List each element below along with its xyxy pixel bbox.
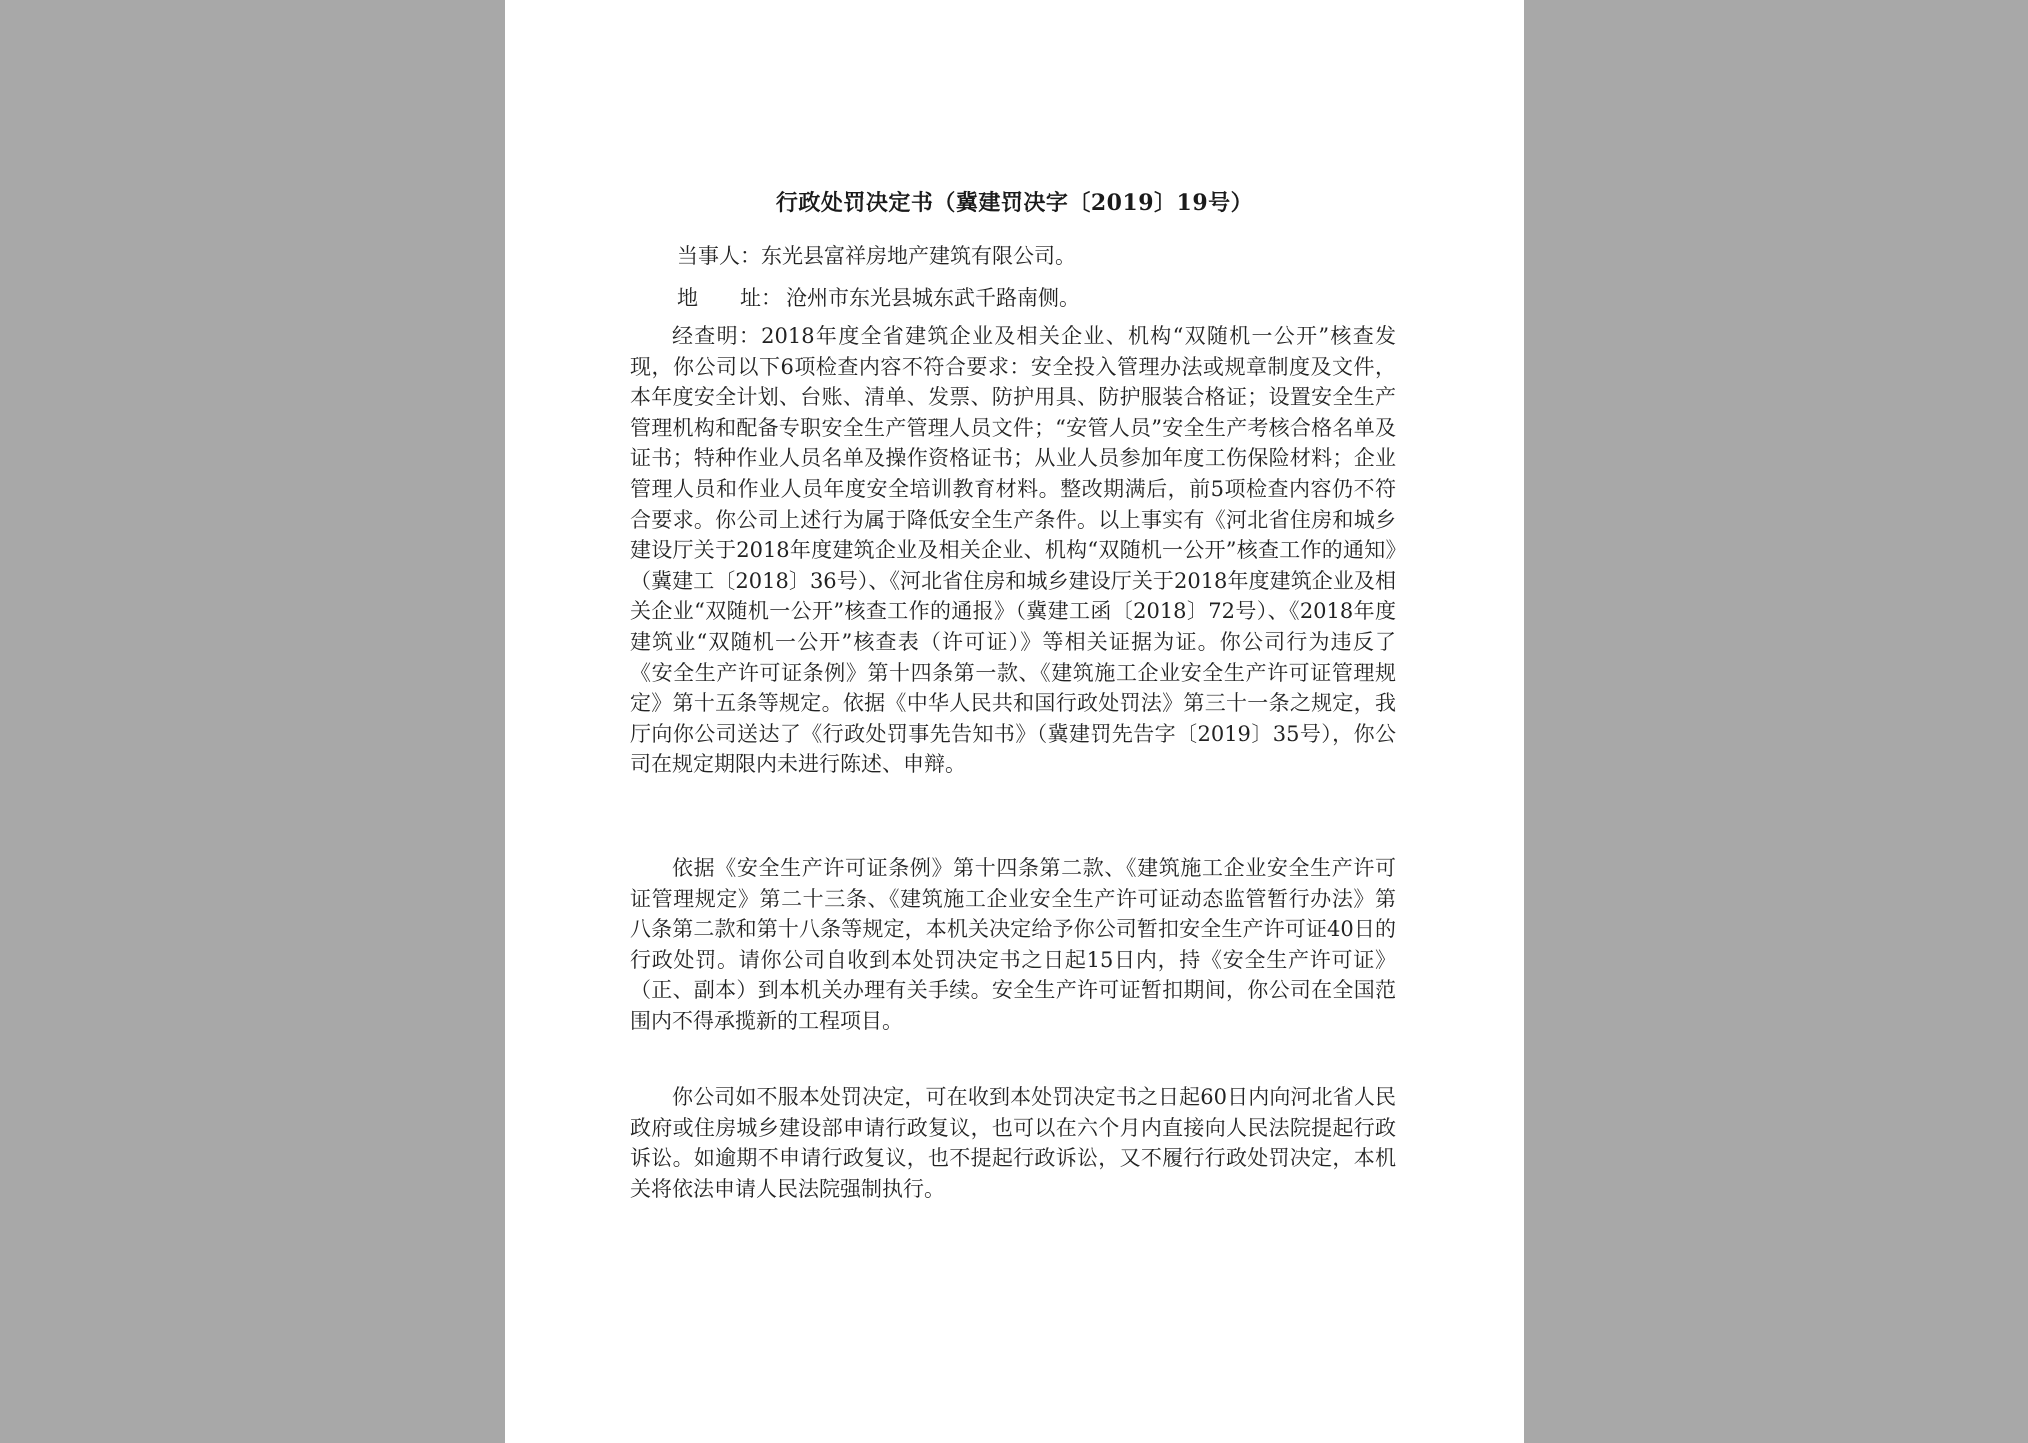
findings-paragraph: 经查明：2018年度全省建筑企业及相关企业、机构“双随机一公开”核查发现，你公司以下6项检查内容不符合要求：安全投入管理办法或规章制度及文件，本年度安全计划、台账、清单、发票、防护用具、防护服装合格证；设置安全生产管理机构和配备专职安全生产管理人员文件；“安管人员”安全生产考核合格名单及证书；特种作业人员名单及操作资格证书；从业人员参加年度工伤保险材料；企业管理人员和作业人员年度安全培训教育材料。整改期满后，前5项检查内容仍不符合要求。你公司上述行为属于降低安全生产条件。以上事实有《河北省住房和城乡建设厅关于2018年度建筑企业及相关企业、机构“双随机一公开”核查工作的通知》（冀建工〔2018〕36号）、《河北省住房和城乡建设厅关于2018年度建筑企业及相关企业“双随机一公开”核查工作的通报》（冀建工函〔2018〕72号）、《2018年度建筑业“双随机一公开”核查表（许可证）》等相关证据为证。你公司行为违反了《安全生产许可证条例》第十四条第一款、《建筑施工企业安全生产许可证管理规定》第十五条等规定。依据《中华人民共和国行政处罚法》第三十一条之规定，我厅向你公司送达了《行政处罚事先告知书》（冀建罚先告字〔2019〕35号），你公司在规定期限内未进行陈述、申辩。 <box>630 324 1396 777</box>
address-label: 地 址： <box>677 286 782 310</box>
address-field <box>677 282 1080 312</box>
document-page <box>505 0 1524 1443</box>
party-field <box>677 240 1076 270</box>
party-value: 东光县富祥房地产建筑有限公司。 <box>761 244 1076 268</box>
party-label: 当事人： <box>677 244 761 268</box>
address-value: 沧州市东光县城东武千路南侧。 <box>786 286 1080 310</box>
appeal-paragraph: 你公司如不服本处罚决定，可在收到本处罚决定书之日起60日内向河北省人民政府或住房城乡建设部申请行政复议，也可以在六个月内直接向人民法院提起行政诉讼。如逾期不申请行政复议，也不提起行政诉讼，又不履行行政处罚决定，本机关将依法申请人民法院强制执行。 <box>630 1085 1396 1201</box>
document-title: 行政处罚决定书（冀建罚决字〔2019〕19号） <box>775 190 1254 216</box>
decision-paragraph: 依据《安全生产许可证条例》第十四条第二款、《建筑施工企业安全生产许可证管理规定》第二十三条、《建筑施工企业安全生产许可证动态监管暂行办法》第八条第二款和第十八条等规定，本机关决定给予你公司暂扣安全生产许可证40日的行政处罚。请你公司自收到本处罚决定书之日起15日内，持《安全生产许可证》（正、副本）到本机关办理有关手续。安全生产许可证暂扣期间，你公司在全国范围内不得承揽新的工程项目。 <box>630 856 1396 1033</box>
